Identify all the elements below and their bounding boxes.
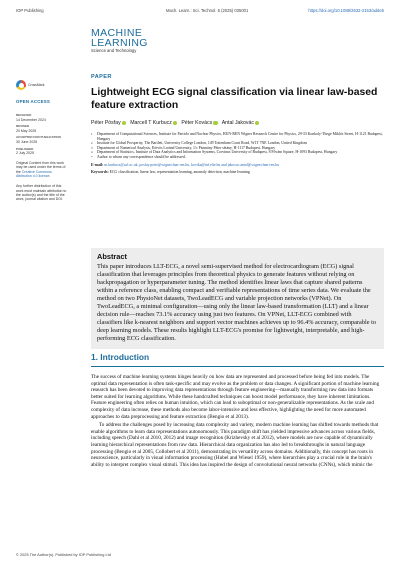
- crossmark-label: CrossMark: [28, 82, 45, 87]
- doi-link[interactable]: https://doi.org/10.1088/2632-2153/adde5: [308, 8, 384, 13]
- journal-header: [16, 6, 384, 16]
- email-line: E-mail: m.kurbucz@ucl.ac.uk, posfay.peter@wigner.hun-ren.hu, kovika@inf.elte.hu and jakovac.antal@wigner.hun-ren.hu: [91, 162, 280, 167]
- orcid-icon[interactable]: [122, 121, 127, 126]
- affiliation: 1 Department of Computational Sciences, Institute for Particle and Nuclear Physics, HUN-REN Wigner Research Centre for Physics, 29-33 Konkoly-Thege Miklós Street, H-1121 Budapest, Hungary: [91, 132, 383, 141]
- author-list: [91, 120, 384, 126]
- author[interactable]: Antal Jakovác: [222, 120, 260, 126]
- date-accepted: ACCEPTED FOR PUBLICATION 30 June 2025: [16, 135, 61, 144]
- author[interactable]: Marcell T Kurbucz: [130, 120, 177, 126]
- orcid-icon[interactable]: [213, 121, 218, 126]
- keywords-line: Keywords: ECG classification, linear law, representation learning, anomaly detection, machine learning: [91, 170, 250, 175]
- article-front-matter: [91, 74, 384, 175]
- email-addresses[interactable]: m.kurbucz@ucl.ac.uk, posfay.peter@wigner.hun-ren.hu, kovika@inf.elte.hu and jakovac.antal@wigner.hun-ren.hu: [104, 162, 280, 167]
- affiliation: 4 Department of Statistics, Institute of Data Analytics and Information Systems, Corvinus University of Budapest, 8 Fővám Square, H-1093 Budapest, Hungary: [91, 150, 338, 155]
- paper-title: Lightweight ECG signal classification via linear law-based feature extraction: [91, 87, 378, 111]
- correspondence-note: * Author to whom any correspondence should be addressed.: [91, 154, 186, 159]
- license-link[interactable]: Creative Commons Attribution 4.0 licence: [16, 169, 52, 179]
- orcid-icon[interactable]: [173, 121, 178, 126]
- crossmark-badge[interactable]: [16, 80, 68, 90]
- license-statement: Original Content from this work may be used under the terms of the Creative Commons Attribution 4.0 licence.: [16, 161, 66, 179]
- keywords-text: ECG classification, linear law, representation learning, anomaly detection, machine learning: [109, 170, 250, 175]
- abstract-heading: Abstract: [97, 252, 127, 261]
- author[interactable]: Péter Pósfay: [91, 120, 126, 126]
- section-heading: 1. Introduction: [91, 352, 384, 367]
- open-access-label: OPEN ACCESS: [16, 99, 50, 104]
- orcid-icon[interactable]: [255, 121, 260, 126]
- date-received: RECEIVED 14 December 2024: [16, 113, 46, 122]
- abstract-box: [91, 248, 384, 349]
- journal-citation: Mach. Learn.: Sci. Technol. 6 (2025) 035001: [166, 8, 249, 13]
- article-sidebar: [16, 80, 68, 202]
- distribution-statement: Any further distribution of this work must maintain attribution to the author(s) and the title of the work, journal citation and DOI.: [16, 184, 67, 202]
- affiliation: 3 Department of Numerical Analysis, Eötvös Loránd University, 1/c Pázmány Péter sétány, H-1117 Budapest, Hungary: [91, 145, 276, 150]
- intro-paragraph-2: To address the challenges posed by increasing data complexity and variety, modern machine learning has shifted towards methods that enable algorithms to learn data representations autonomously. This paradigm shift has yielded impressive advances across various fields, including speech (Dahl et al 2010, 2012) and image recognition (Krizhevsky et al 2012), where models are now capable of dynamically learning hierarchical representations from raw data. Hierarchical data organization has also led to breakthroughs in natural language processing (Bengio et al 2005, Collobert et al 2011), demonstrating its versatility across domains. Additionally, this concept has roots in neuroscience, particularly in visual information processing (Hubel and Wiesel 1959), where hierarchies play a crucial role in the brain's ability to interpret complex visual stimuli. This idea has inspired the design of convolutional neural networks (CNNs), which mimic the: [91, 422, 379, 468]
- introduction-section: [91, 352, 384, 470]
- crossmark-icon: [16, 80, 26, 90]
- logo-line-2: LEARNING: [91, 37, 148, 49]
- page-footer: © 2025 The Author(s). Published by IOP Publishing Ltd: [16, 552, 111, 557]
- date-revised: REVISED 20 May 2025: [16, 124, 37, 133]
- abstract-text: This paper introduces LLT-ECG, a novel semi-supervised method for electrocardiogram (ECG) signal classification that leverages principles from theoretical physics to generate features without relying on backpropagation or hyperparameter tuning. The method identifies linear laws that capture shared patterns within a reference class, enabling compact and verifiable representations of time series data. We evaluate the method on two PhysioNet datasets, TwoLeadECG and variable projection networks (VPNet). On TwoLeadECG, a minimal configuration—using only the linear law-based transformation (LLT) and a linear decision rule—reaches 73.1% accuracy using just two features. On VPNet, LLT-ECG combined with classifiers like k-nearest neighbors and support vector machines achieves up to 96.4% accuracy, comparable to deep learning models. These results highlight LLT-ECG's promise for lightweight, interpretable, and high-performing ECG classification.: [97, 263, 376, 342]
- publisher-name: IOP Publishing: [16, 8, 44, 13]
- article-type-label: PAPER: [91, 74, 112, 80]
- intro-paragraph-1: The success of machine learning systems hinges heavily on how data are represented and processed before being fed into models. The optimal data representation is often task-specific and may evolve as the problem or data changes. A significant portion of machine learning research has been devoted to improving data representations through feature engineering—manually transforming raw data into formats better suited for learning algorithms. While these handcrafted techniques can boost model performance, they have inherent limitations. Feature engineering often relies on human intuition, which can lead to suboptimal or non-generalizable representations. As the scale and complexity of data increase, these methods also become labor-intensive and less effective, highlighting the need for more automated approaches to data preprocessing and feature extraction (Bengio et al 2013).: [91, 374, 380, 420]
- author[interactable]: Péter Kovács: [181, 120, 217, 126]
- logo-subtitle: Science and Technology: [91, 48, 137, 53]
- affiliation: 2 Institute for Global Prosperity, The Bartlett, University College London, 149 Tottenham Court Road, W1T 7NE London, United Kingdom: [91, 141, 307, 146]
- date-published: PUBLISHED 2 July 2025: [16, 146, 34, 155]
- logo-line-1: MACHINE: [91, 27, 143, 39]
- affiliation-list: [91, 132, 384, 160]
- journal-logo: [91, 28, 148, 54]
